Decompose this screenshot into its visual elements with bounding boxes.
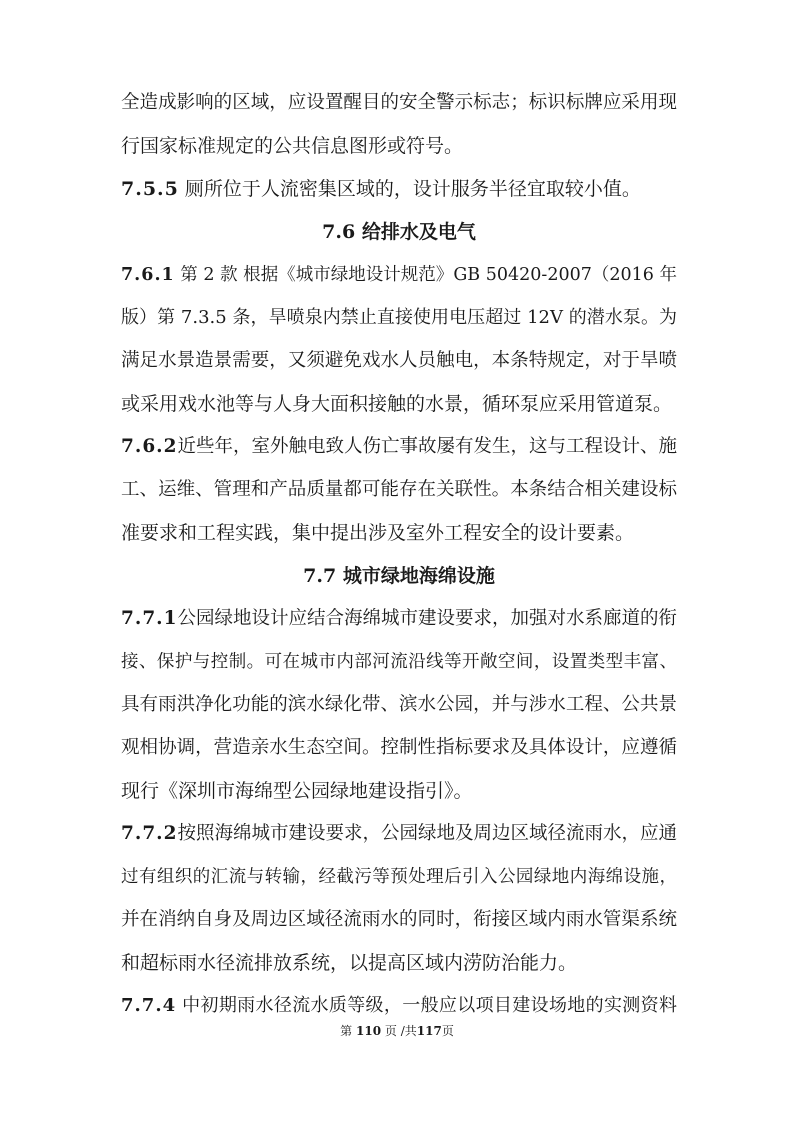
footer-total-pages: 117: [416, 1024, 442, 1038]
footer-suffix: 页: [441, 1024, 454, 1038]
line-text: 厕所位于人流密集区域的，设计服务半径宜取较小值。: [178, 178, 641, 200]
text-line: [121, 779, 677, 803]
clause-number: 7.7.2: [121, 823, 178, 844]
text-line: [121, 822, 677, 846]
line-text: 并在消纳自身及周边区域径流雨水的同时，衔接区域内雨水管渠系统: [121, 909, 677, 930]
line-text: 过有组织的汇流与转输，经截污等预处理后引入公园绿地内海绵设施，: [121, 867, 677, 887]
text-line: [121, 306, 677, 330]
text-line: [121, 263, 677, 287]
line-text: 具有雨洪净化功能的滨水绿化带、滨水公园，并与涉水工程、公共景: [121, 694, 677, 715]
text-line: [121, 693, 677, 717]
text-line: [121, 908, 677, 932]
text-line: [121, 134, 677, 158]
text-line: [121, 607, 677, 631]
line-text: 观相协调，营造亲水生态空间。控制性指标要求及具体设计，应遵循: [121, 737, 677, 758]
line-text: 行国家标准规定的公共信息图形或符号。: [121, 135, 464, 157]
footer-middle: 页 /共: [384, 1024, 417, 1038]
text-line: [121, 865, 677, 889]
text-line: [121, 177, 677, 201]
clause-number: 7.5.5: [121, 178, 179, 200]
line-text: 全造成影响的区域，应设置醒目的安全警示标志；标识标牌应采用现: [121, 92, 677, 113]
line-text: 准要求和工程实践，集中提出涉及室外工程安全的设计要素。: [121, 522, 635, 544]
clause-number: 7.7.1: [121, 608, 178, 629]
clause-number: 7.6.1: [121, 265, 175, 285]
line-text: 公园绿地设计应结合海绵城市建设要求，加强对水系廊道的衔: [177, 608, 677, 629]
line-text: 满足水景造景需要，又须避免戏水人员触电，本条特规定，对于旱喷: [121, 350, 677, 371]
line-text: 第 2 款 根据《城市绿地设计规范》GB 50420-2007（2016 年: [174, 265, 677, 285]
line-text: 接、保护与控制。可在城市内部河流沿线等开敞空间，设置类型丰富、: [121, 652, 677, 672]
text-line: [121, 435, 677, 459]
text-line: [121, 521, 677, 545]
text-line: [121, 91, 677, 115]
text-line: [121, 650, 677, 674]
line-text: 版）第 7.3.5 条，旱喷泉内禁止直接使用电压超过 12V 的潜水泵。为: [121, 307, 677, 328]
footer-prefix: 第: [340, 1024, 353, 1038]
page-footer: [0, 1023, 794, 1039]
line-text: 工、运维、管理和产品质量都可能存在关联性。本条结合相关建设标: [121, 479, 677, 500]
line-text: 近些年，室外触电致人伤亡事故屡有发生，这与工程设计、施: [177, 436, 677, 457]
text-line: [121, 994, 677, 1018]
section-heading: 7.7 城市绿地海绵设施: [303, 565, 495, 587]
section-heading: 7.6 给排水及电气: [322, 221, 476, 243]
line-text: 和超标雨水径流排放系统，以提高区域内涝防治能力。: [121, 952, 578, 974]
text-line: [121, 951, 677, 975]
text-line: [121, 736, 677, 760]
line-text: 按照海绵城市建设要求，公园绿地及周边区域径流雨水，应通: [177, 823, 677, 844]
text-line: [121, 349, 677, 373]
clause-number: 7.7.4: [121, 995, 177, 1016]
line-text: 或采用戏水池等与人身大面积接触的水景，循环泵应采用管道泵。: [121, 393, 673, 415]
text-line: [121, 478, 677, 502]
line-text: 中初期雨水径流水质等级，一般应以项目建设场地的实测资料: [176, 995, 677, 1016]
line-text: 现行《深圳市海绵型公园绿地建设指引》。: [121, 780, 473, 802]
footer-page-number: 110: [356, 1024, 382, 1038]
text-line: [121, 392, 677, 416]
clause-number: 7.6.2: [121, 436, 178, 457]
